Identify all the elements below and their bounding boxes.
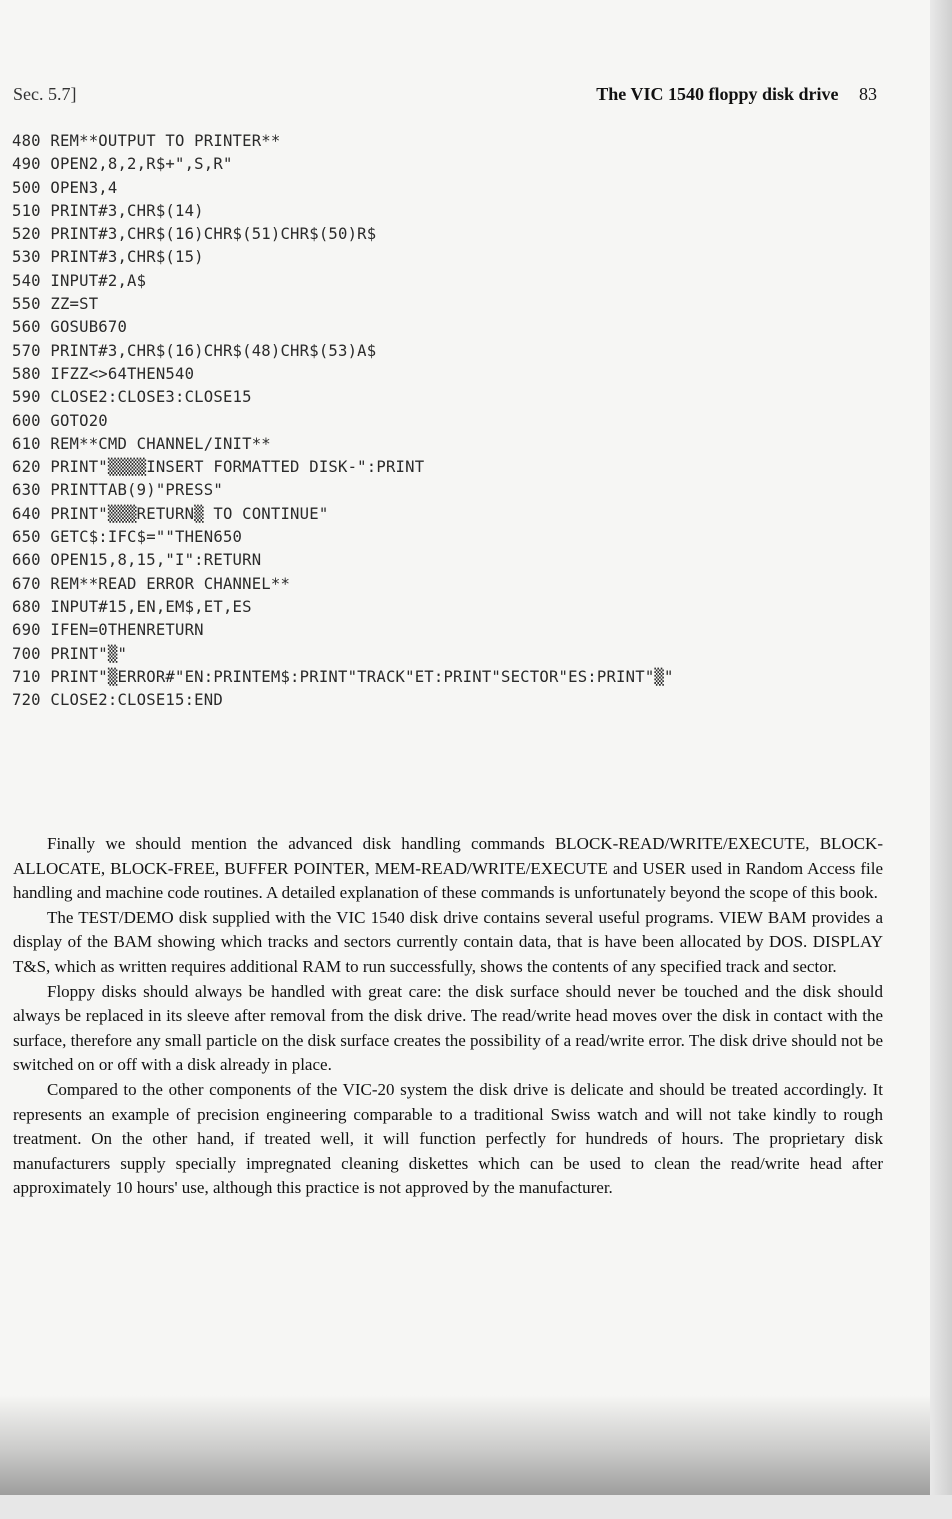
scan-bottom-margin [0,1495,952,1519]
code-line: 580 IFZZ<>64THEN540 [12,364,195,383]
paragraph: The TEST/DEMO disk supplied with the VIC 1540 disk drive contains several useful programs. VIEW BAM provides a display of the BAM showing which tracks and sectors currently contain data, that is have been allocated by DOS. DISPLAY T&S, which as written requires additional RAM to run successfully, shows the contents of any specified track and sector. [13,907,883,976]
code-line: 570 PRINT#3,CHR$(16)CHR$(48)CHR$(53)A$ [12,341,377,360]
code-line: 700 PRINT"▒" [12,644,128,663]
running-head-right [596,84,877,105]
paragraph: Finally we should mention the advanced disk handling commands BLOCK-READ/WRITE/EXECUTE, BLOCK-ALLOCATE, BLOCK-FREE, BUFFER POINTER, MEM-READ/WRITE/EXECUTE and USER used in Random Access file handling and machine code routines. A detailed explanation of these commands is unfortunately beyond the scope of this book. [13,834,883,903]
code-line: 720 CLOSE2:CLOSE15:END [12,691,223,710]
code-line: 650 GETC$:IFC$=""THEN650 [12,528,243,547]
code-line: 560 GOSUB670 [12,318,128,337]
code-line: 690 IFEN=0THENRETURN [12,621,204,640]
code-line: 480 REM**OUTPUT TO PRINTER** [12,132,281,150]
code-line: 490 OPEN2,8,2,R$+",S,R" [12,155,233,174]
basic-code-listing [12,130,892,712]
code-line: 620 PRINT"▒▒▒▒INSERT FORMATTED DISK-":PRINT [12,458,425,477]
code-line: 670 REM**READ ERROR CHANNEL** [12,574,291,593]
paragraph: Compared to the other components of the VIC-20 system the disk drive is delicate and should be treated accordingly. It represents an example of precision engineering comparable to a traditional Swiss watch and will not take kindly to rough treatment. On the other hand, if treated well, it will function perfectly for hundreds of hours. The proprietary disk manufacturers supply specially impregnated cleaning diskettes which can be used to clean the read/write head after approximately 10 hours' use, although this practice is not approved by the manufacturer. [13,1079,883,1198]
body-text [13,832,883,1201]
code-line: 610 REM**CMD CHANNEL/INIT** [12,434,271,453]
page-number: 83 [859,84,877,104]
chapter-title: The VIC 1540 floppy disk drive [596,84,839,104]
code-line: 630 PRINTTAB(9)"PRESS" [12,481,223,500]
running-head [13,84,877,108]
paragraph: Floppy disks should always be handled with great care: the disk surface should never be touched and the disk should always be replaced in its sleeve after removal from the disk drive. The read/write head moves over the disk in contact with the surface, therefore any small particle on the disk surface creates the possibility of a read/write error. The disk drive should not be switched on or off with a disk already in place. [13,981,883,1075]
code-line: 540 INPUT#2,A$ [12,271,147,290]
code-line: 660 OPEN15,8,15,"I":RETURN [12,551,262,570]
code-line: 510 PRINT#3,CHR$(14) [12,201,204,220]
code-line: 500 OPEN3,4 [12,178,118,197]
code-line: 530 PRINT#3,CHR$(15) [12,248,204,267]
code-line: 680 INPUT#15,EN,EM$,ET,ES [12,597,252,616]
code-line: 600 GOTO20 [12,411,108,430]
section-label: Sec. 5.7] [13,84,77,104]
code-line: 590 CLOSE2:CLOSE3:CLOSE15 [12,388,252,407]
code-line: 710 PRINT"▒ERROR#"EN:PRINTEM$:PRINT"TRACK"ET:PRINT"SECTOR"ES:PRINT"▒" [12,667,674,686]
code-line: 640 PRINT"▒▒▒RETURN▒ TO CONTINUE" [12,504,329,523]
code-line: 520 PRINT#3,CHR$(16)CHR$(51)CHR$(50)R$ [12,225,377,244]
code-line: 550 ZZ=ST [12,295,99,314]
page-gutter-shadow [930,0,952,1519]
